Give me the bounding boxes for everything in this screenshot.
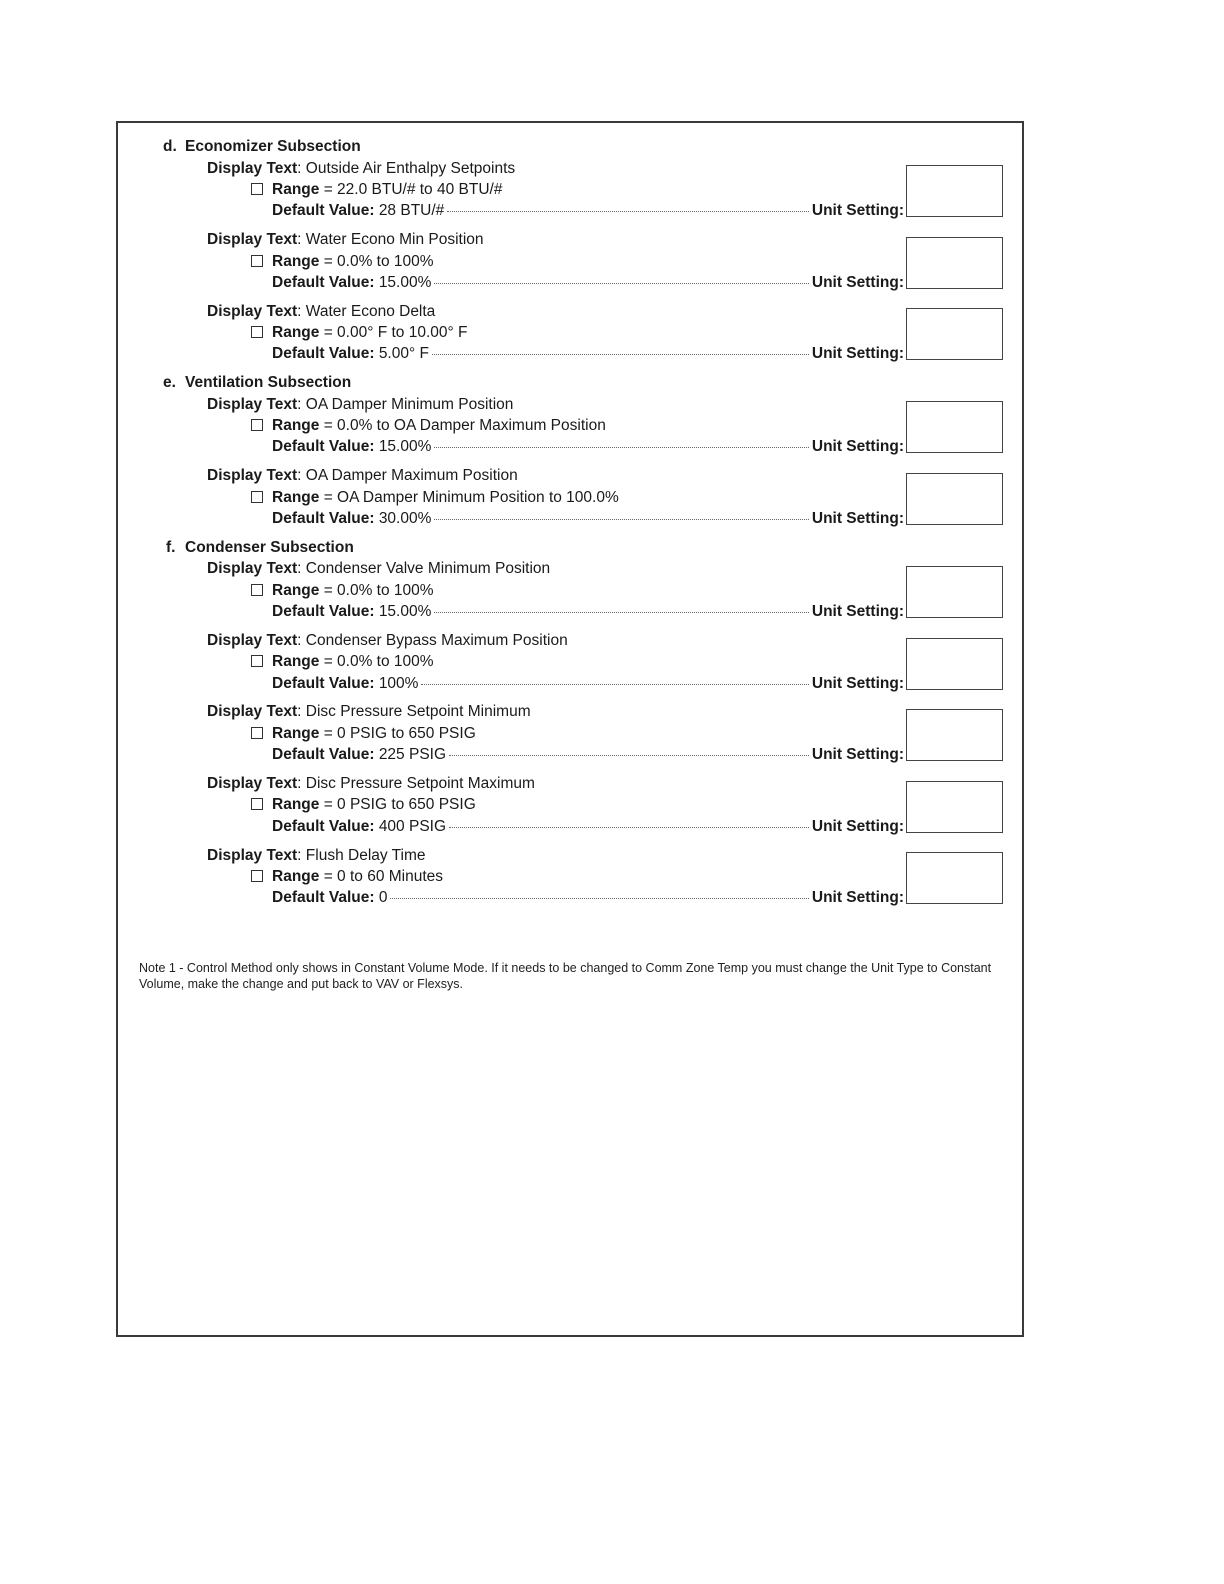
display-text-line: Display Text: Water Econo Delta bbox=[207, 303, 436, 320]
unit-setting-input[interactable] bbox=[906, 473, 1003, 525]
default-value-line: Default Value: 100% Unit Setting: bbox=[272, 675, 904, 692]
unit-setting-label: Unit Setting: bbox=[811, 274, 904, 291]
default-value: 28 BTU/# bbox=[378, 202, 445, 219]
range-checkbox[interactable] bbox=[251, 870, 263, 882]
unit-setting-label: Unit Setting: bbox=[811, 345, 904, 362]
display-text-line: Display Text: Condenser Valve Minimum Position bbox=[207, 560, 551, 577]
range-value: = 0 PSIG to 650 PSIG bbox=[323, 796, 476, 813]
default-value-line: Default Value: 15.00% Unit Setting: bbox=[272, 438, 904, 455]
range-line: Range = 0.00° F to 10.00° F bbox=[251, 324, 468, 342]
footnote: Note 1 - Control Method only shows in Constant Volume Mode. If it needs to be changed to Comm Zone Temp you must change the Unit Type to Constant Volume, make the change and put back to VAV or Flexsys. bbox=[139, 961, 992, 991]
section-letter: e. bbox=[163, 374, 176, 391]
default-value-line: Default Value: 15.00% Unit Setting: bbox=[272, 603, 904, 620]
section-heading-economizer bbox=[163, 138, 361, 156]
display-text-line: Display Text: Disc Pressure Setpoint Maximum bbox=[207, 775, 535, 792]
range-checkbox[interactable] bbox=[251, 655, 263, 667]
section-heading-ventilation bbox=[163, 374, 351, 392]
range-value: = 0 to 60 Minutes bbox=[323, 868, 444, 885]
display-text-line: Display Text: Disc Pressure Setpoint Minimum bbox=[207, 703, 531, 720]
display-text-value: Outside Air Enthalpy Setpoints bbox=[305, 160, 516, 177]
display-text-value: Condenser Bypass Maximum Position bbox=[305, 632, 568, 649]
leader-dots bbox=[421, 684, 808, 685]
display-text-line: Display Text: OA Damper Maximum Position bbox=[207, 467, 518, 484]
default-value-line: Default Value: 28 BTU/# Unit Setting: bbox=[272, 202, 904, 219]
display-text-value: Condenser Valve Minimum Position bbox=[305, 560, 551, 577]
range-value: = 0.00° F to 10.00° F bbox=[323, 324, 468, 341]
unit-setting-input[interactable] bbox=[906, 566, 1003, 618]
section-heading-condenser bbox=[166, 539, 354, 557]
default-value-line: Default Value: 400 PSIG Unit Setting: bbox=[272, 818, 904, 835]
range-checkbox[interactable] bbox=[251, 419, 263, 431]
leader-dots bbox=[434, 447, 808, 448]
range-value: = 0.0% to OA Damper Maximum Position bbox=[323, 417, 606, 434]
range-checkbox[interactable] bbox=[251, 727, 263, 739]
section-title: Condenser Subsection bbox=[185, 539, 354, 556]
display-text-value: OA Damper Minimum Position bbox=[305, 396, 514, 413]
default-value: 30.00% bbox=[378, 510, 432, 527]
range-checkbox[interactable] bbox=[251, 183, 263, 195]
unit-setting-input[interactable] bbox=[906, 638, 1003, 690]
range-value: = 0.0% to 100% bbox=[323, 582, 434, 599]
leader-dots bbox=[434, 283, 808, 284]
leader-dots bbox=[447, 211, 809, 212]
leader-dots bbox=[390, 898, 808, 899]
default-value: 0 bbox=[378, 889, 388, 906]
unit-setting-input[interactable] bbox=[906, 709, 1003, 761]
display-text-value: Water Econo Delta bbox=[305, 303, 436, 320]
unit-setting-input[interactable] bbox=[906, 401, 1003, 453]
default-value: 15.00% bbox=[378, 438, 432, 455]
unit-setting-input[interactable] bbox=[906, 165, 1003, 217]
range-line: Range = 0.0% to OA Damper Maximum Position bbox=[251, 417, 606, 435]
unit-setting-input[interactable] bbox=[906, 308, 1003, 360]
leader-dots bbox=[434, 519, 808, 520]
range-checkbox[interactable] bbox=[251, 584, 263, 596]
display-text-value: Water Econo Min Position bbox=[305, 231, 484, 248]
default-value: 5.00° F bbox=[378, 345, 429, 362]
default-value-line: Default Value: 30.00% Unit Setting: bbox=[272, 510, 904, 527]
range-checkbox[interactable] bbox=[251, 255, 263, 267]
unit-setting-label: Unit Setting: bbox=[811, 510, 904, 527]
unit-setting-label: Unit Setting: bbox=[811, 202, 904, 219]
display-text-line: Display Text: Water Econo Min Position bbox=[207, 231, 484, 248]
section-title: Ventilation Subsection bbox=[185, 374, 352, 391]
range-value: = OA Damper Minimum Position to 100.0% bbox=[323, 489, 619, 506]
default-value: 225 PSIG bbox=[378, 746, 447, 763]
display-text-value: Disc Pressure Setpoint Maximum bbox=[305, 775, 535, 792]
range-checkbox[interactable] bbox=[251, 491, 263, 503]
leader-dots bbox=[432, 354, 809, 355]
range-line: Range = 22.0 BTU/# to 40 BTU/# bbox=[251, 181, 502, 199]
range-line: Range = 0 PSIG to 650 PSIG bbox=[251, 796, 476, 814]
unit-setting-input[interactable] bbox=[906, 237, 1003, 289]
section-letter: d. bbox=[163, 138, 177, 155]
range-value: = 0.0% to 100% bbox=[323, 253, 434, 270]
default-value-line: Default Value: 225 PSIG Unit Setting: bbox=[272, 746, 904, 763]
display-text-line: Display Text: Condenser Bypass Maximum Position bbox=[207, 632, 568, 649]
unit-setting-label: Unit Setting: bbox=[811, 818, 904, 835]
default-value-line: Default Value: 5.00° F Unit Setting: bbox=[272, 345, 904, 362]
unit-setting-label: Unit Setting: bbox=[811, 603, 904, 620]
display-text-value: Flush Delay Time bbox=[305, 847, 426, 864]
unit-setting-label: Unit Setting: bbox=[811, 746, 904, 763]
display-text-line: Display Text: OA Damper Minimum Position bbox=[207, 396, 514, 413]
range-line: Range = 0.0% to 100% bbox=[251, 653, 434, 671]
default-value: 400 PSIG bbox=[378, 818, 447, 835]
default-value: 15.00% bbox=[378, 274, 432, 291]
range-line: Range = OA Damper Minimum Position to 100.0% bbox=[251, 489, 619, 507]
unit-setting-label: Unit Setting: bbox=[811, 675, 904, 692]
section-letter: f. bbox=[166, 539, 176, 556]
display-text-line: Display Text: Flush Delay Time bbox=[207, 847, 426, 864]
display-text-line: Display Text: Outside Air Enthalpy Setpoints bbox=[207, 160, 516, 177]
leader-dots bbox=[434, 612, 808, 613]
display-text-value: Disc Pressure Setpoint Minimum bbox=[305, 703, 531, 720]
unit-setting-label: Unit Setting: bbox=[811, 438, 904, 455]
display-text-value: OA Damper Maximum Position bbox=[305, 467, 518, 484]
leader-dots bbox=[449, 755, 809, 756]
range-checkbox[interactable] bbox=[251, 326, 263, 338]
default-value-line: Default Value: 0 Unit Setting: bbox=[272, 889, 904, 906]
leader-dots bbox=[449, 827, 809, 828]
default-value-line: Default Value: 15.00% Unit Setting: bbox=[272, 274, 904, 291]
unit-setting-input[interactable] bbox=[906, 852, 1003, 904]
unit-setting-label: Unit Setting: bbox=[811, 889, 904, 906]
range-line: Range = 0 to 60 Minutes bbox=[251, 868, 443, 886]
section-title: Economizer Subsection bbox=[185, 138, 361, 155]
range-value: = 22.0 BTU/# to 40 BTU/# bbox=[323, 181, 503, 198]
range-checkbox[interactable] bbox=[251, 798, 263, 810]
unit-setting-input[interactable] bbox=[906, 781, 1003, 833]
range-value: = 0.0% to 100% bbox=[323, 653, 434, 670]
range-line: Range = 0.0% to 100% bbox=[251, 582, 434, 600]
range-value: = 0 PSIG to 650 PSIG bbox=[323, 725, 476, 742]
range-line: Range = 0.0% to 100% bbox=[251, 253, 434, 271]
default-value: 100% bbox=[378, 675, 419, 692]
range-line: Range = 0 PSIG to 650 PSIG bbox=[251, 725, 476, 743]
default-value: 15.00% bbox=[378, 603, 432, 620]
